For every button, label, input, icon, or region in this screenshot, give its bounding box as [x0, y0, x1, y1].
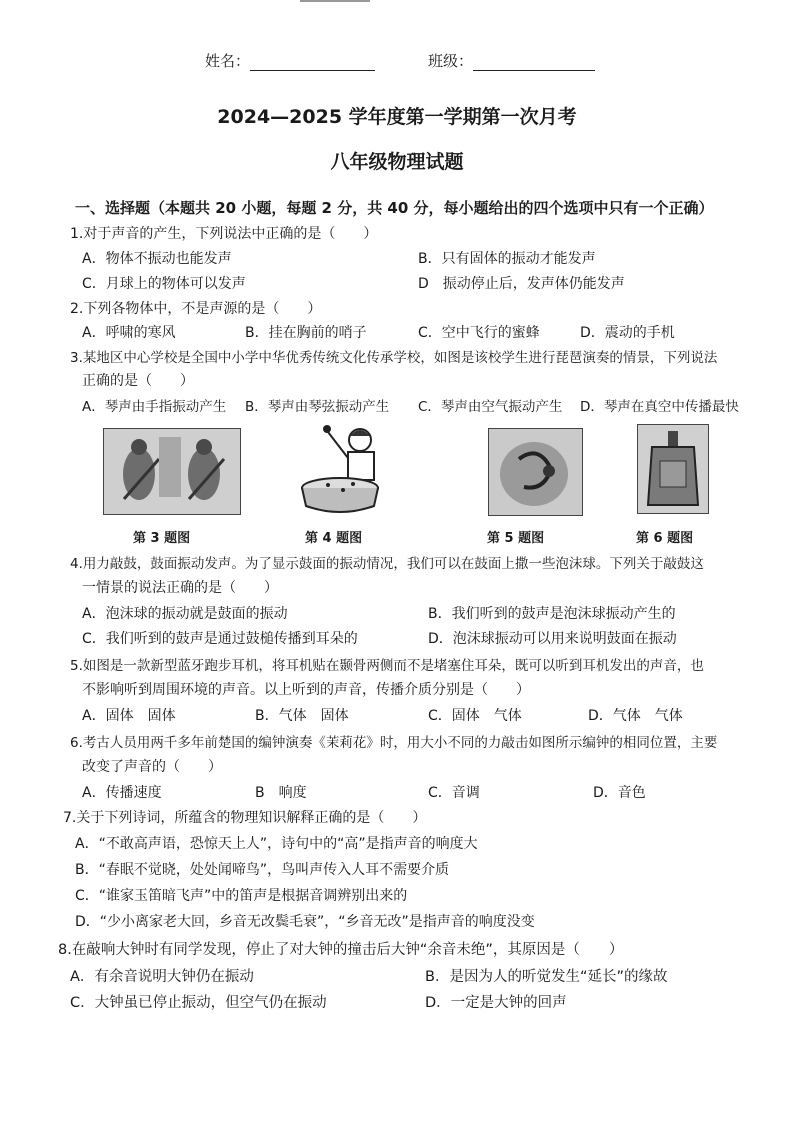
q2-option-a: A．呼啸的寒风 [82, 325, 176, 341]
q5-option-a: A．固体 固体 [82, 708, 176, 724]
drum-icon [298, 420, 390, 516]
q1-stem: 1.对于声音的产生，下列说法中正确的是（ ） [70, 226, 378, 242]
q1-option-b: B．只有固体的振动才能发声 [418, 251, 596, 267]
q6-option-a: A．传播速度 [82, 785, 162, 801]
q4-option-d: D．泡沫球振动可以用来说明鼓面在振动 [428, 631, 677, 647]
q4-stem-line1: 4.用力敲鼓，鼓面振动发声。为了显示鼓面的振动情况，我们可以在鼓面上撒一些泡沫球。下列关于敲鼓这 [70, 556, 704, 572]
q3-stem-line2: 正确的是（ ） [82, 373, 194, 389]
scan-mark [300, 0, 370, 2]
figure3-caption: 第 3 题图 [133, 531, 191, 546]
q7-option-d: D．“少小离家老大回，乡音无改鬓毛衰”，“乡音无改”是指声音的响度没变 [75, 914, 535, 930]
q6-option-d: D．音色 [593, 785, 646, 801]
class-blank [473, 56, 595, 71]
figure-pipa-performance [103, 428, 241, 515]
figure5-caption: 第 5 题图 [487, 531, 545, 546]
q3-option-d: D．琴声在真空中传播最快 [580, 399, 739, 415]
q5-option-c: C．固体 气体 [428, 708, 522, 724]
q2-option-c: C．空中飞行的蜜蜂 [418, 325, 540, 341]
q7-stem: 7.关于下列诗词，所蕴含的物理知识解释正确的是（ ） [63, 810, 427, 826]
figure4-caption: 第 4 题图 [305, 531, 363, 546]
q7-option-b: B．“春眠不觉晓，处处闻啼鸟”，鸟叫声传入人耳不需要介质 [75, 862, 450, 878]
q2-option-b: B．挂在胸前的哨子 [245, 325, 367, 341]
q6-stem-line2: 改变了声音的（ ） [82, 759, 222, 775]
figure-bronze-bell [637, 424, 709, 514]
q8-option-c: C．大钟虽已停止振动，但空气仍在振动 [70, 995, 327, 1011]
q7-option-c: C．“谁家玉笛暗飞声”中的笛声是根据音调辨别出来的 [75, 888, 408, 904]
q5-option-b: B．气体 固体 [255, 708, 349, 724]
figure-bone-earphone [488, 428, 583, 516]
q3-stem-line1: 3.某地区中心学校是全国中小学中华优秀传统文化传承学校，如图是该校学生进行琵琶演奏的情景，下列说法 [70, 350, 718, 366]
exam-title: 2024—2025 学年度第一学期第一次月考 [217, 106, 577, 128]
class-field [428, 50, 595, 71]
q5-stem-line1: 5.如图是一款新型蓝牙跑步耳机，将耳机贴在颞骨两侧而不是堵塞住耳朵，既可以听到耳机发出的声音，也 [70, 658, 704, 674]
q5-option-d: D．气体 气体 [588, 708, 683, 724]
q8-option-b: B．是因为人的听觉发生“延长”的缘故 [425, 969, 668, 985]
q8-option-a: A．有余音说明大钟仍在振动 [70, 969, 254, 985]
q2-option-d: D．震动的手机 [580, 325, 675, 341]
q2-stem: 2.下列各物体中，不是声源的是（ ） [70, 301, 322, 317]
section-heading: 一、选择题（本题共 20 小题，每题 2 分，共 40 分，每小题给出的四个选项中只有一个正确） [75, 199, 714, 217]
q6-option-c: C．音调 [428, 785, 480, 801]
q4-option-c: C．我们听到的鼓声是通过鼓槌传播到耳朵的 [82, 631, 358, 647]
name-blank [250, 56, 375, 71]
q1-option-a: A．物体不振动也能发声 [82, 251, 232, 267]
q7-option-a: A．“不敢高声语，恐惊天上人”，诗句中的“高”是指声音的响度大 [75, 836, 478, 852]
q4-option-a: A．泡沫球的振动就是鼓面的振动 [82, 606, 288, 622]
q3-option-c: C．琴声由空气振动产生 [418, 399, 563, 415]
q6-option-b: B 响度 [255, 785, 307, 801]
q4-stem-line2: 一情景的说法正确的是（ ） [82, 580, 278, 596]
figure-drum-boy [298, 420, 390, 516]
pipa-photo-icon [104, 429, 240, 514]
class-label: 班级： [428, 52, 474, 70]
q8-option-d: D．一定是大钟的回声 [425, 995, 567, 1011]
q4-option-b: B．我们听到的鼓声是泡沫球振动产生的 [428, 606, 676, 622]
q6-stem-line1: 6.考古人员用两千多年前楚国的编钟演奏《茉莉花》时，用大小不同的力敲击如图所示编钟的相同位置，主要 [70, 735, 718, 751]
earphone-icon [489, 429, 582, 515]
q1-option-c: C．月球上的物体可以发声 [82, 276, 246, 292]
exam-subtitle: 八年级物理试题 [330, 151, 464, 173]
q8-stem: 8.在敲响大钟时有同学发现，停止了对大钟的撞击后大钟“余音未绝”，其原因是（ ） [58, 942, 624, 958]
q1-option-d: D 振动停止后，发声体仍能发声 [418, 276, 625, 292]
bell-icon [638, 425, 708, 513]
q5-stem-line2: 不影响听到周围环境的声音。以上听到的声音，传播介质分别是（ ） [82, 682, 530, 698]
q3-option-a: A．琴声由手指振动产生 [82, 399, 227, 415]
q3-option-b: B．琴声由琴弦振动产生 [245, 399, 390, 415]
name-field [205, 50, 375, 71]
name-label: 姓名： [205, 52, 251, 70]
figure6-caption: 第 6 题图 [636, 531, 694, 546]
